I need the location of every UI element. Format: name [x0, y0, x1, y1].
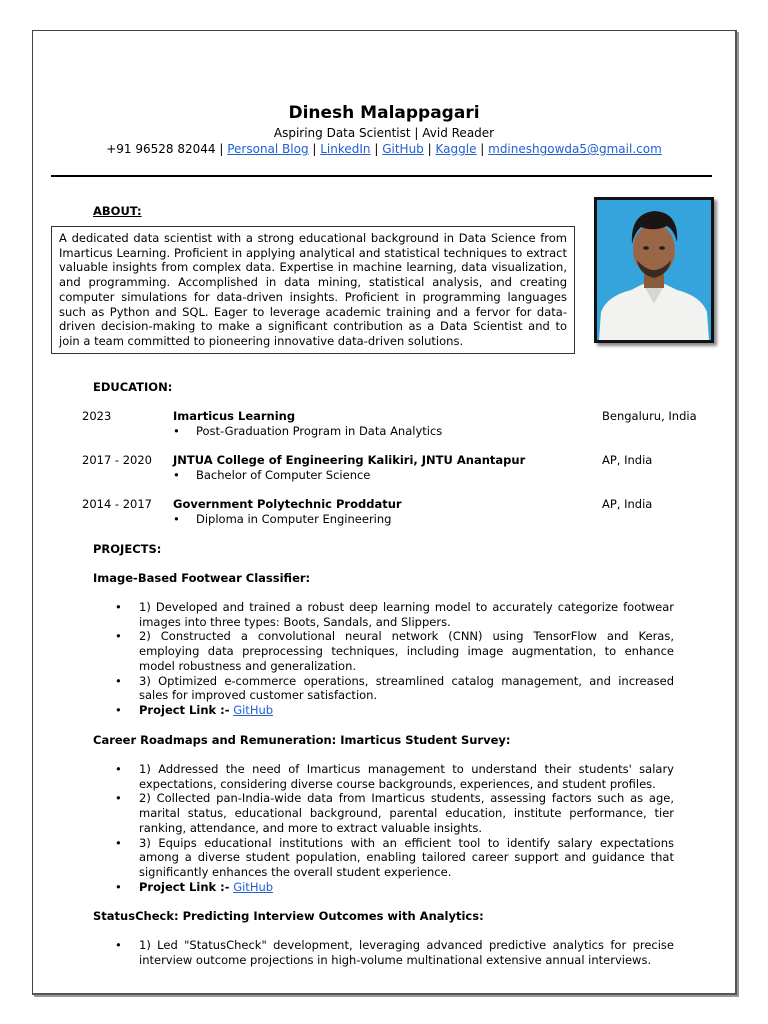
personal-blog-link[interactable]: Personal Blog	[227, 142, 309, 156]
projects-heading: PROJECTS:	[93, 542, 162, 556]
education-degree: Bachelor of Computer Science	[196, 468, 371, 482]
about-heading: ABOUT:	[93, 204, 142, 218]
project-link-item	[115, 703, 674, 718]
project-bullet: • 1) Led "StatusCheck" development, leveraging advanced predictive analytics for precise interview outcome projections in high-volume multinational extensive annual interviews.	[115, 938, 674, 967]
project-link-label: Project Link :-	[139, 879, 230, 894]
bullet-icon: •	[173, 468, 180, 482]
separator: |	[215, 142, 228, 156]
education-years: 2014 - 2017	[82, 497, 152, 511]
github-link[interactable]: GitHub	[382, 142, 424, 156]
education-location: AP, India	[602, 453, 653, 467]
person-portrait-icon	[597, 200, 711, 340]
project-bullet: • 2) Collected pan-India-wide data from Imarticus students, assessing factors such as age, marital status, educational background, parental education, institute performance, tier ranking, attendance, and more to extract valuable insights.	[115, 791, 674, 835]
project-link-label: Project Link :-	[139, 702, 230, 717]
project-bullet: • 3) Optimized e-commerce operations, streamlined catalog management, and increased sales for improved customer satisfaction.	[115, 674, 674, 703]
education-institution: Imarticus Learning	[173, 409, 296, 423]
project-bullets	[115, 762, 674, 894]
education-institution: Government Polytechnic Proddatur	[173, 497, 402, 511]
about-text: A dedicated data scientist with a strong educational background in Data Science from Imarticus Learning. Proficient in applying analytical and statistical techniques to extract valuable insights from complex data. Expertise in machine learning, data visualization, and programming. Accomplished in data mining, statistical analysis, and creating computer simulations for data-driven insights. Proficient in programming languages such as Python and SQL. Eager to leverage academic training and a fervor for data-driven decision-making to make a significant contribution as a Data Scientist and to join a team committed to pioneering innovative data-driven solutions.	[51, 226, 575, 354]
project-bullets	[115, 938, 674, 967]
education-location: Bengaluru, India	[602, 409, 697, 423]
project-title: StatusCheck: Predicting Interview Outcomes with Analytics:	[93, 909, 484, 923]
project-link-item	[115, 880, 674, 895]
education-years: 2023	[82, 409, 112, 423]
tagline: Aspiring Data Scientist | Avid Reader	[273, 126, 495, 140]
project-title: Image-Based Footwear Classifier:	[93, 571, 311, 585]
separator: |	[476, 142, 489, 156]
education-location: AP, India	[602, 497, 653, 511]
project-bullet: • 1) Addressed the need of Imarticus management to understand their students' salary expectations, considering diverse course backgrounds, experiences, and student profiles.	[115, 762, 674, 791]
candidate-name: Dinesh Malappagari	[288, 103, 480, 123]
education-years: 2017 - 2020	[82, 453, 152, 467]
separator: |	[308, 142, 321, 156]
project-bullet: • 2) Constructed a convolutional neural network (CNN) using TensorFlow and Keras, employing data preprocessing techniques, including image augmentation, to enhance model robustness and generalization.	[115, 629, 674, 673]
phone-number: +91 96528 82044	[106, 142, 216, 156]
separator: |	[370, 142, 383, 156]
linkedin-link[interactable]: LinkedIn	[320, 142, 371, 156]
education-degree: Diploma in Computer Engineering	[196, 512, 392, 526]
kaggle-link[interactable]: Kaggle	[435, 142, 477, 156]
separator: |	[423, 142, 436, 156]
project-title: Career Roadmaps and Remuneration: Imarticus Student Survey:	[93, 733, 511, 747]
bullet-icon: •	[173, 512, 180, 526]
project-github-link[interactable]: GitHub	[233, 879, 274, 894]
project-bullets	[115, 600, 674, 718]
education-heading: EDUCATION:	[93, 380, 173, 394]
project-bullet: • 3) Equips educational institutions with an efficient tool to identify salary expectations among a diverse student population, enabling tailored career support and guidance that significantly enhances the overall student experience.	[115, 836, 674, 880]
header-divider	[51, 175, 712, 177]
contact-line	[0, 142, 768, 156]
education-degree: Post-Graduation Program in Data Analytics	[196, 424, 443, 438]
project-bullet: • 1) Developed and trained a robust deep learning model to accurately categorize footwear images into three types: Boots, Sandals, and Slippers.	[115, 600, 674, 629]
project-github-link[interactable]: GitHub	[233, 702, 274, 717]
email-link[interactable]: mdineshgowda5@gmail.com	[488, 142, 662, 156]
education-institution: JNTUA College of Engineering Kalikiri, JNTU Anantapur	[173, 453, 526, 467]
bullet-icon: •	[173, 424, 180, 438]
profile-photo	[594, 197, 714, 343]
